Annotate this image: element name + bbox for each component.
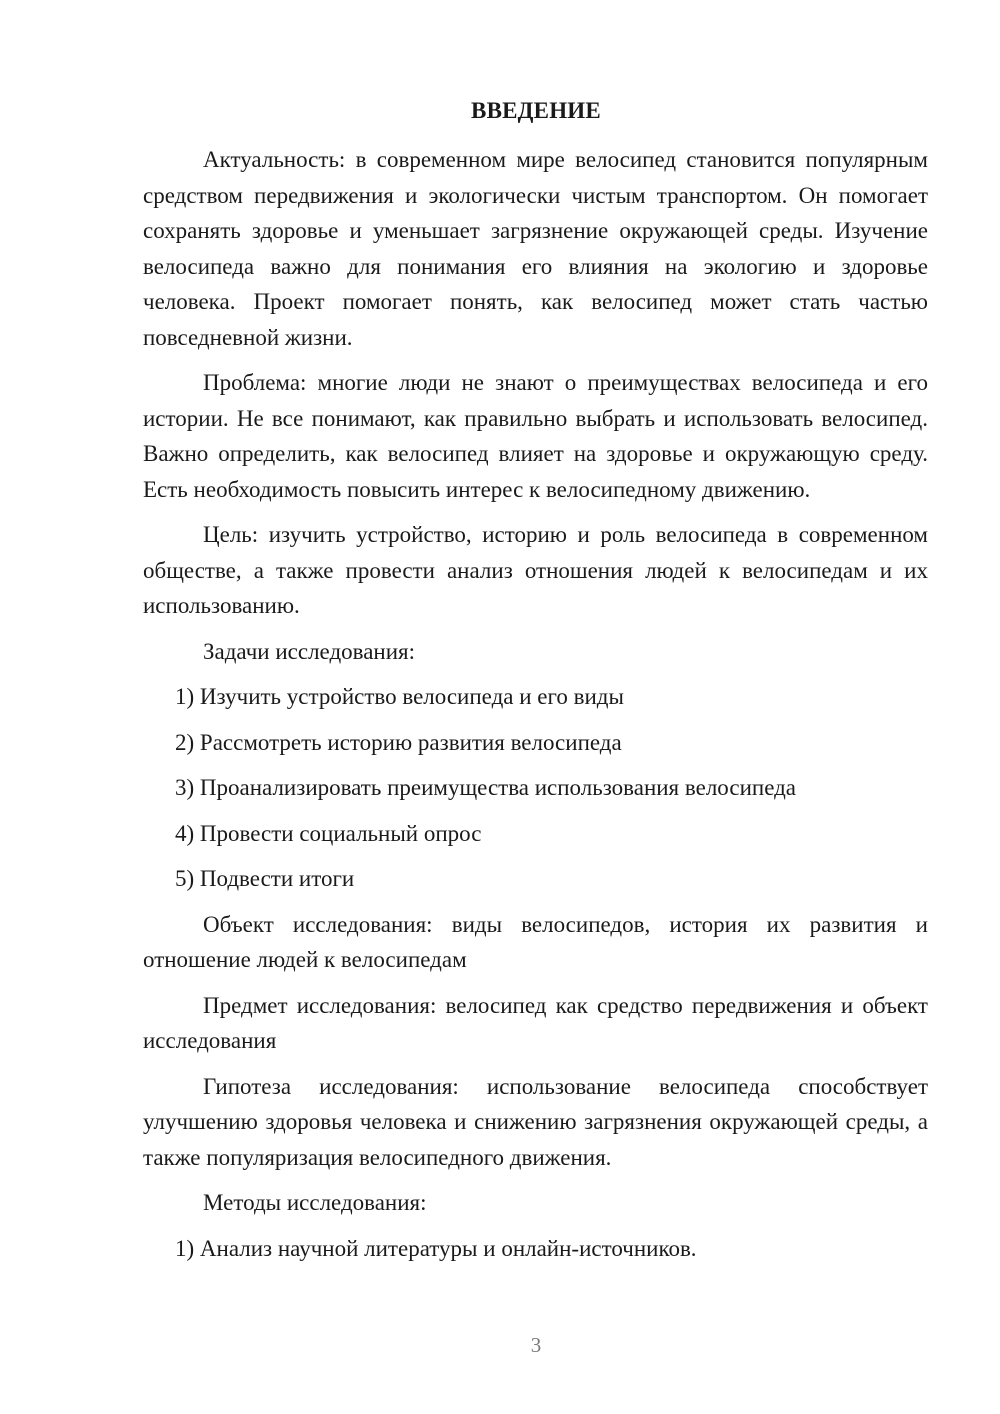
paragraph-goal: Цель: изучить устройство, историю и роль велосипеда в современном обществе, а также провести анализ отношения людей к велосипедам и их использованию. bbox=[143, 522, 928, 618]
tasks-heading: Задачи исследования: bbox=[203, 638, 416, 664]
list-item: 1) Изучить устройство велосипеда и его виды bbox=[175, 684, 624, 709]
paragraph-object: Объект исследования: виды велосипедов, история их развития и отношение людей к велосипедам bbox=[143, 911, 928, 972]
tasks-list bbox=[143, 679, 928, 897]
paragraph-hypothesis: Гипотеза исследования: использование велосипеда способствует улучшению здоровья человека и снижению загрязнения окружающей среды, а также популяризация велосипедного движения. bbox=[143, 1073, 928, 1170]
methods-list bbox=[143, 1231, 928, 1267]
list-item: 5) Подвести итоги bbox=[175, 866, 355, 891]
paragraph-relevance: Актуальность: в современном мире велосипед становится популярным средством передвижения и экологически чистым транспортом. Он помогает сохранять здоровье и уменьшает загрязнение окружающей среды. Изучение велосипеда важно для понимания его влияния на экологию и здоровье человека. Проект помогает понять, как велосипед может стать частью повседневной жизни. bbox=[143, 147, 928, 350]
list-item: 2) Рассмотреть историю развития велосипеда bbox=[175, 729, 622, 755]
page-body bbox=[143, 142, 928, 1276]
paragraph-problem: Проблема: многие люди не знают о преимуществах велосипеда и его истории. Не все понимают, как правильно выбрать и использовать велосипед. Важно определить, как велосипед влияет на здоровье и окружающую среду. Есть необходимость повысить интерес к велосипедному движению. bbox=[143, 370, 928, 502]
list-item: 1) Анализ научной литературы и онлайн-источников. bbox=[175, 1235, 697, 1261]
list-item: 4) Провести социальный опрос bbox=[175, 820, 482, 846]
page-number: 3 bbox=[530, 1333, 542, 1357]
methods-heading: Методы исследования: bbox=[203, 1190, 427, 1215]
paragraph-subject: Предмет исследования: велосипед как средство передвижения и объект исследования bbox=[143, 992, 928, 1053]
page-title: ВВЕДЕНИЕ bbox=[471, 98, 601, 123]
list-item: 3) Проанализировать преимущества использования велосипеда bbox=[175, 775, 797, 800]
